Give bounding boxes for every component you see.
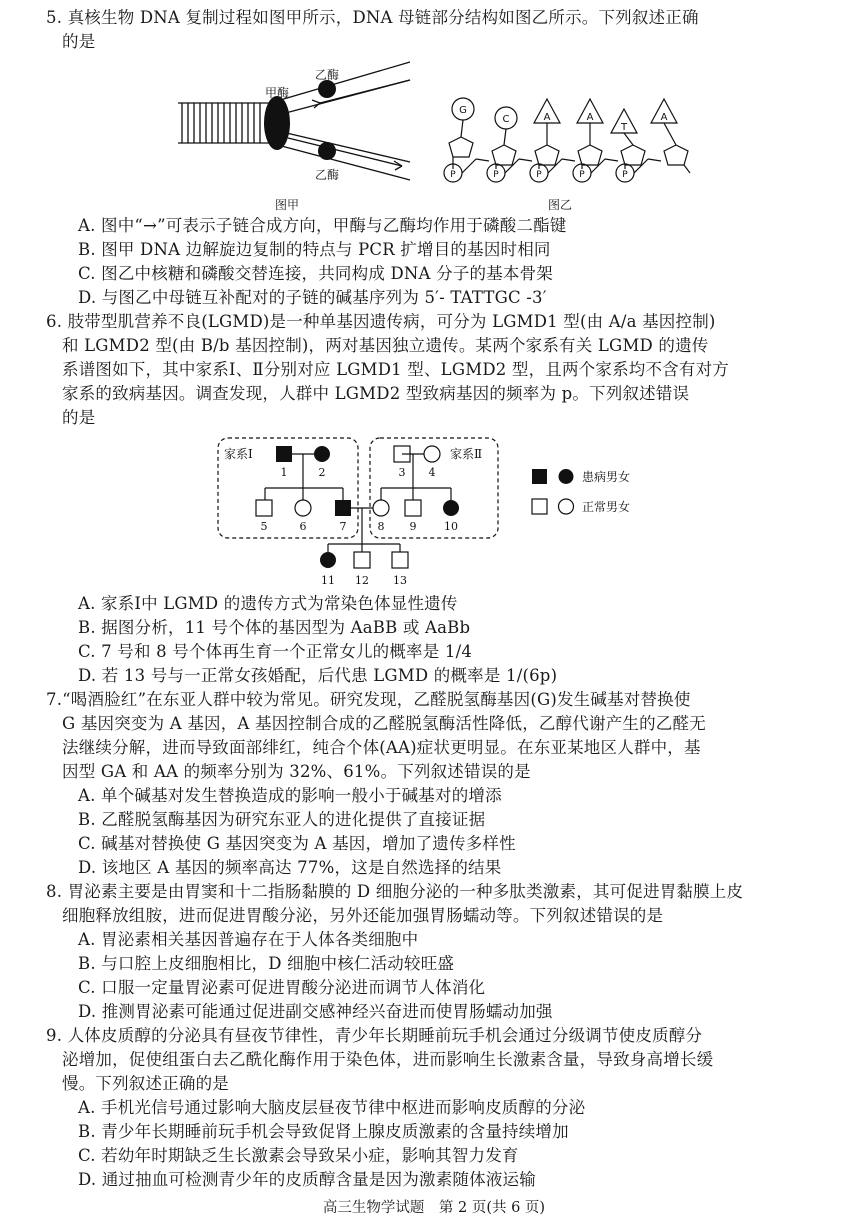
- id-6: 6: [299, 520, 307, 533]
- individual-2: [314, 446, 330, 462]
- family1-label: 家系Ⅰ: [224, 447, 253, 461]
- individual-10: [443, 500, 459, 516]
- base-1-label: G: [459, 105, 467, 116]
- q6-stem-line1: 6. 肢带型肌营养不良(LGMD)是一种单基因遗传病，可分为 LGMD1 型(由 A/a 基因控制): [46, 312, 716, 331]
- id-1: 1: [280, 466, 288, 479]
- id-12: 12: [355, 574, 369, 587]
- q8-option-b: B. 与口腔上皮细胞相比，D 细胞中核仁活动较旺盛: [78, 954, 455, 973]
- id-8: 8: [377, 520, 385, 533]
- q5-option-a: A. 图中“→”可表示子链合成方向，甲酶与乙酶均作用于磷酸二酯键: [78, 216, 567, 235]
- legend-affected-female: [559, 469, 574, 484]
- id-3: 3: [398, 466, 406, 479]
- q5-stem-line2: 的是: [62, 32, 96, 51]
- family2-label: 家系Ⅱ: [450, 447, 483, 461]
- q9-stem-line1: 9. 人体皮质醇的分泌具有昼夜节律性，青少年长期睡前玩手机会通过分级调节使皮质醇分: [46, 1026, 703, 1045]
- id-5: 5: [260, 520, 268, 533]
- legend-affected-male: [532, 469, 547, 484]
- id-2: 2: [318, 466, 326, 479]
- individual-13: [392, 552, 408, 568]
- q9-option-b: B. 青少年长期睡前玩手机会导致促肾上腺皮质激素的含量持续增加: [78, 1122, 569, 1141]
- q9-stem-line2: 泌增加，促使组蛋白去乙酰化酶作用于染色体，进而影响生长激素含量，导致身高增长缓: [62, 1050, 714, 1069]
- q7-stem-line4: 因型 GA 和 AA 的频率分别为 32%、61%。下列叙述错误的是: [62, 762, 531, 781]
- id-7: 7: [339, 520, 347, 533]
- q7-option-d: D. 该地区 A 基因的频率高达 77%，这是自然选择的结果: [78, 858, 502, 877]
- individual-1: [276, 446, 292, 462]
- q5-stem-line1: 5. 真核生物 DNA 复制过程如图甲所示，DNA 母链部分结构如图乙所示。下列叙述正确: [46, 8, 699, 27]
- q6-option-b: B. 据图分析，11 号个体的基因型为 AaBB 或 AaBb: [78, 618, 471, 637]
- base-5-label: T: [620, 122, 628, 133]
- q6-stem-line2: 和 LGMD2 型(由 B/b 基因控制)，两对基因独立遗传。某两个家系有关 LGMD 的遗传: [62, 336, 709, 355]
- q8-stem-line2: 细胞释放组胺，进而促进胃酸分泌，另外还能加强胃肠蠕动等。下列叙述错误的是: [62, 906, 664, 925]
- q5-option-b: B. 图甲 DNA 边解旋边复制的特点与 PCR 扩增目的基因时相同: [78, 240, 551, 259]
- page-footer: 高三生物学试题 第 2 页(共 6 页): [322, 1200, 546, 1216]
- q8-option-a: A. 胃泌素相关基因普遍存在于人体各类细胞中: [78, 930, 419, 949]
- individual-6: [295, 500, 311, 516]
- q5-option-c: C. 图乙中核糖和磷酸交替连接，共同构成 DNA 分子的基本骨架: [78, 264, 553, 283]
- q6-stem-line5: 的是: [62, 408, 96, 427]
- base-6-label: A: [660, 112, 668, 123]
- q5-option-d: D. 与图乙中母链互补配对的子链的碱基序列为 5′- TATTGC -3′: [78, 288, 547, 307]
- phosphate-3-label: P: [536, 170, 542, 180]
- q9-option-a: A. 手机光信号通过影响大脑皮层昼夜节律中枢进而影响皮质醇的分泌: [78, 1098, 586, 1117]
- individual-11: [320, 552, 336, 568]
- q7-stem-line2: G 基因突变为 A 基因，A 基因控制合成的乙醛脱氢酶活性降低，乙醇代谢产生的乙醛无: [62, 714, 706, 733]
- individual-12: [354, 552, 370, 568]
- figure-jia: [170, 58, 420, 208]
- q7-option-b: B. 乙醛脱氢酶基因为研究东亚人的进化提供了直接证据: [78, 810, 486, 829]
- phosphate-5-label: P: [622, 170, 628, 180]
- q8-option-d: D. 推测胃泌素可能通过促进副交感神经兴奋进而使胃肠蠕动加强: [78, 1002, 553, 1021]
- individual-5: [256, 500, 272, 516]
- q9-stem-line3: 慢。下列叙述正确的是: [62, 1074, 229, 1093]
- figure-yi-caption: 图乙: [548, 198, 573, 212]
- base-4-label: A: [586, 112, 594, 123]
- q6-stem-line4: 家系的致病基因。调查发现，人群中 LGMD2 型致病基因的频率为 p。下列叙述错误: [62, 384, 690, 403]
- q7-stem-line1: 7.“喝酒脸红”在东亚人群中较为常见。研究发现，乙醛脱氢酶基因(G)发生碱基对替换使: [46, 690, 691, 709]
- q6-option-d: D. 若 13 号与一正常女孩婚配，后代患 LGMD 的概率是 1/(6p): [78, 666, 558, 685]
- pedigree-chart: [210, 432, 650, 592]
- enzyme-yi-label-bottom: 乙酶: [315, 168, 340, 182]
- q9-option-d: D. 通过抽血可检测青少年的皮质醇含量是因为激素随体液运输: [78, 1170, 536, 1189]
- individual-8: [373, 500, 389, 516]
- legend-normal-female: [559, 499, 574, 514]
- id-11: 11: [321, 574, 335, 587]
- individual-4: [424, 446, 440, 462]
- q7-option-c: C. 碱基对替换使 G 基因突变为 A 基因，增加了遗传多样性: [78, 834, 516, 853]
- base-3-label: A: [543, 112, 551, 123]
- q6-stem-line3: 系谱图如下，其中家系Ⅰ、Ⅱ分别对应 LGMD1 型、LGMD2 型，且两个家系均不含有对方: [62, 360, 729, 379]
- q8-option-c: C. 口服一定量胃泌素可促进胃酸分泌进而调节人体消化: [78, 978, 486, 997]
- figure-jia-caption: 图甲: [275, 198, 300, 212]
- phosphate-1-label: P: [450, 170, 456, 180]
- phosphate-2-label: P: [493, 170, 499, 180]
- q7-stem-line3: 法继续分解，进而导致面部绯红，纯合个体(AA)症状更明显。在东亚某地区人群中，基: [62, 738, 701, 757]
- id-13: 13: [393, 574, 407, 587]
- q6-option-c: C. 7 号和 8 号个体再生育一个正常女儿的概率是 1/4: [78, 642, 473, 661]
- q9-option-c: C. 若幼年时期缺乏生长激素会导致呆小症，影响其智力发育: [78, 1146, 519, 1165]
- legend-normal-label: 正常男女: [582, 500, 631, 514]
- q6-option-a: A. 家系Ⅰ中 LGMD 的遗传方式为常染色体显性遗传: [78, 594, 458, 613]
- enzyme-yi-label-top: 乙酶: [315, 68, 340, 82]
- legend-affected-label: 患病男女: [582, 470, 631, 484]
- id-9: 9: [409, 520, 417, 533]
- enzyme-jia-shape: [264, 96, 290, 150]
- id-10: 10: [444, 520, 458, 533]
- q8-stem-line1: 8. 胃泌素主要是由胃窦和十二指肠黏膜的 D 细胞分泌的一种多肽类激素，其可促进胃黏膜上皮: [46, 882, 744, 901]
- legend-normal-male: [532, 499, 547, 514]
- individual-9: [405, 500, 421, 516]
- q7-option-a: A. 单个碱基对发生替换造成的影响一般小于碱基对的增添: [78, 786, 502, 805]
- enzyme-jia-label: 甲酶: [265, 86, 290, 100]
- enzyme-yi-bottom-shape: [318, 142, 336, 160]
- individual-7: [335, 500, 351, 516]
- phosphate-4-label: P: [579, 170, 585, 180]
- base-2-label: C: [502, 114, 510, 125]
- id-4: 4: [428, 466, 436, 479]
- figure-yi: [438, 93, 698, 193]
